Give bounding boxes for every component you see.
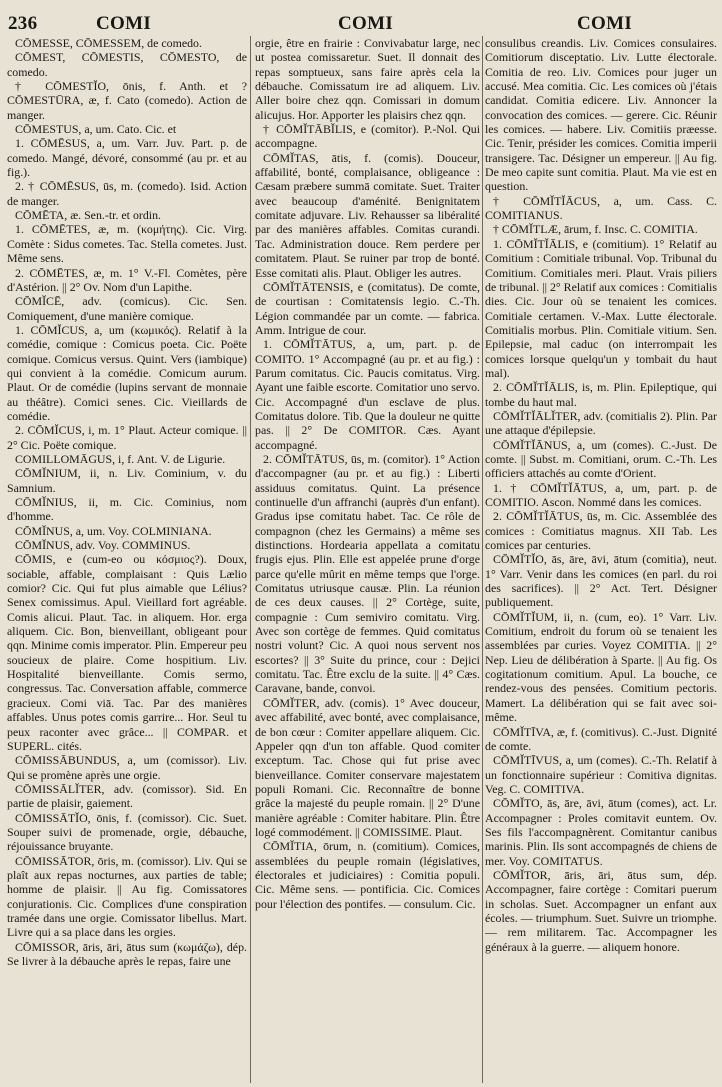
dictionary-entry: CŌMĬTAS, ātis, f. (comis). Douceur, affabilité, bonté, complaisance, obligeance : Cæsam præbere summā comitate. Suet. Traiter avec beaucoup d'aménité. Benignitatem comitate adjuvare. Liv. Rehausser sa libéralité par des manières affables. Comitas curandi. Tac. Administration douce. Rem perdere per comitatem. Plaut. Se ruiner par trop de bonté. Esse comitati alis. Plaut. Obliger les autres. [255,150,480,280]
dictionary-entry: 1. CŌMĬTĀTUS, a, um, part. p. de COMITO. 1° Accompagné (au pr. et au fig.) : Parum comitatus. Cic. Paucis comitatus. Virg. Ayant une faible escorte. Comitatior uno servo. Cic. Accompagné d'un esclave de plus. Comitatus dolore. Tib. Que la douleur ne quitte pas. || 2° De COMITOR. Cæs. Ayant accompagné. [255,337,480,452]
running-header [0,0,722,34]
dictionary-entry: CŌMISSĀLĬTER, adv. (comissor). Sid. En partie de plaisir, gaiement. [7,781,247,811]
dictionary-entry: CŌMEST, CŌMESTIS, CŌMESTO, de comedo. [7,50,247,79]
dictionary-entry: CŌMĬNIUS, ii, m. Cic. Cominius, nom d'homme. [7,495,247,524]
dictionary-entry: † CŌMĬTĬĀCUS, a, um. Cass. C. COMITIANUS. [485,193,717,223]
dictionary-entry: † CŌMĬTĀBĬLIS, e (comitor). P.-Nol. Qui accompagne. [255,122,480,151]
dictionary-entry: † CŌMESTĬO, ōnis, f. Anth. et ? CŌMESTŪRA, æ, f. Cato (comedo). Action de manger. [7,79,247,122]
dictionary-entry: 1. CŌMĒSUS, a, um. Varr. Juv. Part. p. de comedo. Mangé, dévoré, consommé (au pr. et au fig.). [7,136,247,180]
dictionary-entry: CŌMISSĀTOR, ōris, m. (comissor). Liv. Qui se plaît aux repas nocturnes, aux parties de table; homme de plaisir. || Au fig. Comissatores conjurationis. Cic. Complices d'une conspiration tramée dans une orgie. Comissator libellus. Mart. Livre qui a sa place dans les orgies. [7,853,247,940]
dictionary-entry: CŌMĬTER, adv. (comis). 1° Avec douceur, avec affabilité, avec bonté, avec complaisance, de bon cœur : Comiter appellare aliquem. Cic. Appeler qqn d'un ton affable. Quod comiter exceptum. Tac. Chose qui fut prise avec bienveillance. Comiter conservare majestatem populi Romani. Cic. Reconnaître de bonne grâce la majesté du peuple romain. || 2° D'une manière agréable : Comiter habitare. Plin. Être logé commodément. || COMISSIME. Plaut. [255,695,480,839]
column-divider-right [482,36,483,1083]
dictionary-entry: CŌMĬTĪVUS, a, um (comes). C.-Th. Relatif à un fonctionnaire supérieur : Comitiva dignitas. Veg. C. COMITIVA. [485,753,717,796]
dictionary-entry: CŌMĬTĬO, ās, āre, āvi, ātum (comitia), neut. 1° Varr. Venir dans les comices (en parl. du roi des sacrifices). || 2° Act. Tert. Désigner publiquement. [485,552,717,610]
dictionary-entry: CŌMĬTĬĀNUS, a, um (comes). C.-Just. De comte. || Subst. m. Comitiani, orum. C.-Th. Les officiers attachés au comte d'Orient. [485,437,717,481]
dictionary-entry: CŌMĬCĒ, adv. (comicus). Cic. Sen. Comiquement, d'une manière comique. [7,294,247,323]
dictionary-entry: CŌMĬNIUM, ii, n. Liv. Cominium, v. du Samnium. [7,466,247,495]
dictionary-entry: CŌMISSĀTĬO, ōnis, f. (comissor). Cic. Suet. Souper suivi de promenade, orgie, débauche, réjouissance bruyante. [7,810,247,854]
dictionary-entry: † CŌMĬTLÆ, ārum, f. Insc. C. COMITIA. [493,222,698,237]
dictionary-entry: 2. CŌMĬTĀTUS, ūs, m. (comitor). 1° Action d'accompagner (au pr. et au fig.) : Liberti assiduus comitatus. Quint. La présence continuelle d'un affranchi (auprès d'un enfant). Gradus ipse comitatu habet. Tac. Ce rôle de compagnon (chez les Germains) a même ses distinctions. Hordearia appellata a comitatu frugis ejus. Plin. Elle est appelée prune d'orge parce qu'elle mûrit en même temps que l'orge. Comitatus utriusque causæ. Plin. La réunion de ces deux causes. || 2° Cortège, suite, compagnie : Cum semiviro comitatu. Virg. Avec son cortège de femmes. Quid comitatus nostri volunt? Cic. A quoi nous servent nos escortes? || 3° Suite du prince, cour : Dejici comitatu. Tac. Être exclu de la suite. || 4° Cæs. Caravane, bande, convoi. [255,451,480,696]
dictionary-entry: 2. CŌMĬTĬĀTUS, ūs, m. Cic. Assemblée des comices : Comitiatus magnus. XII Tab. Les comices par centuries. [485,509,717,553]
page-number: 236 [8,13,38,34]
dictionary-entry: 2. CŌMĒTES, æ, m. 1° V.-Fl. Comètes, père d'Astérion. || 2° Ov. Nom d'un Lapithe. [7,265,247,294]
dictionary-entry: orgie, être en frairie : Convivabatur large, nec ut postea comissaretur. Suet. Il donnait des repas somptueux, sans faire après cela la débauche. Comissatum ire ad aliquem. Liv. Aller boire chez qqn. Comissari in domum alicujus. Hor. Apporter les plaisirs chez qqn. [255,36,480,122]
dictionary-entry: CŌMISSOR, āris, āri, ātus sum (κωμάζω), dép. Se livrer à la débauche après le repas, faire une [7,939,247,968]
column-left [7,36,247,1083]
running-head-center: COMI [338,13,394,34]
column-divider-left [250,36,251,1083]
dictionary-entry: CŌMIS, e (cum-eo ou κόσμιος?). Doux, sociable, affable, complaisant : Quis Lælio comior? Cic. Qui fut plus aimable que Lélius? Senex comissimus. Apul. Vieillard fort agréable. Comis alicui. Plaut. Tac. in aliquem. Hor. erga aliquem. Cic. Bon, bienveillant, obligeant pour qqn. Minime comis imperator. Plin. Empereur peu soucieux de plaire. Come hospitium. Liv. Hospitalité bienveillante. Comis sermo, congressus. Tac. Conversation affable, commerce gracieux. Comi viā. Tac. Par des manières affables. Unus potes comis garrire... Hor. Seul tu peux raconter avec grâce... || COMPAR. et SUPERL. cités. [7,552,247,753]
running-head-left: COMI [96,13,152,34]
dictionary-entry: CŌMESSE, CŌMESSEM, de comedo. [15,36,202,50]
column-right [485,36,717,1083]
dictionary-entry: CŌMĒTA, æ. Sen.-tr. et ordin. [15,208,162,223]
dictionary-entry: 2. CŌMĬTĬĀLIS, is, m. Plin. Epileptique, qui tombe du haut mal. [485,380,717,409]
dictionary-entry: CŌMĬTĀTENSIS, e (comitatus). De comte, de courtisan : Comitatensis legio. C.-Th. Légion commandée par un comte. — fabrica. Amm. Intrigue de cour. [255,279,480,337]
dictionary-entry: 1. † CŌMĬTĬĀTUS, a, um, part. p. de COMITIO. Ascon. Nommé dans les comices. [485,480,717,509]
column-middle [255,36,480,1083]
dictionary-entry: CŌMĬNUS, a, um. Voy. COLMINIANA. [15,523,212,538]
dictionary-entry: 1. CŌMĬCUS, a, um (κωμικός). Relatif à la comédie, comique : Comicus poeta. Cic. Poëte comique. Comicus versus. Quint. Vers (iambique) qui convient à la comédie. Comicum aurum. Plaut. Or de comédie (lupins servant de monnaie au théâtre). Comici senes. Cic. Vieillards de comédie. [7,322,247,423]
dictionary-entry: CŌMĬTIA, ōrum, n. (comitium). Comices, assemblées du peuple romain (législatives, électorales et judiciaires) : Comitia populi. Cic. Même sens. — pontificia. Cic. Comices pour l'élection des pontifes. — consulum. Cic. [255,839,480,911]
dictionary-entry: CŌMĬTO, ās, āre, āvi, ātum (comes), act. Lr. Accompagner : Proles comitavit euntem. Ov. Ses fils l'accompagnèrent. Comitantur canibus marinis. Plin. Ils sont accompagnés de chiens de mer. Voy. COMITATUS. [485,796,717,868]
dictionary-entry: 1. CŌMĒTES, æ, m. (κομήτης). Cic. Virg. Comète : Sidus cometes. Tac. Stella cometes. Just. Même sens. [7,222,247,266]
dictionary-entry: CŌMĬTĬĀLĬTER, adv. (comitialis 2). Plin. Par une attaque d'épilepsie. [485,408,717,438]
dictionary-entry: 2. CŌMĬCUS, i, m. 1° Plaut. Acteur comique. || 2° Cic. Poëte comique. [7,423,247,452]
running-head-right: COMI [577,13,633,34]
dictionary-entry: 1. CŌMĬTĬĀLIS, e (comitium). 1° Relatif au Comitium : Comitiale tribunal. Vop. Tribunal du Comitium. Comitiales meri. Plaut. Vrais piliers de tribunal. || 2° Relatif aux comices : Comitialis dies. Cic. Jour où se tenaient les comices. Comitiale certamen. V.-Max. Lutte électorale. Comitialis morbus. Plin. Comitiale vitium. Sen. Epilepsie, mal caduc (on interrompait les comices lorsque quelqu'un y tombait du haut mal). [485,236,717,380]
dictionary-entry: 2. † CŌMĒSUS, ūs, m. (comedo). Isid. Action de manger. [7,179,247,208]
dictionary-entry: CŌMESTUS, a, um. Cato. Cic. et [15,122,177,137]
dictionary-entry: COMILLOMĀGUS, i, f. Ant. V. de Ligurie. [15,451,226,466]
dictionary-entry: consulibus creandis. Liv. Comices consulaires. Comitiorum disceptatio. Liv. Lutte électorale. Comitia de reo. Liv. Comices pour juger un accusé. Mea comitia. Cic. Les comices où j'étais candidat. Comitia edicere. Liv. Annoncer la convocation des comices. — gerere. Cic. Réunir les comices. — habere. Liv. Comitiis præesse. Cic. Tenir, présider les comices. Comitia imperii transigere. Tac. Désigner un empereur. || Au fig. De meo capite sunt comitia. Plaut. Ma vie est en question. [485,36,717,194]
dictionary-entry: CŌMĬNUS, adv. Voy. COMMINUS. [15,538,191,553]
dictionary-entry: CŌMĬTĪVA, æ, f. (comitivus). C.-Just. Dignité de comte. [485,724,717,753]
dictionary-entry: CŌMĬTĬUM, ii, n. (cum, eo). 1° Varr. Liv. Comitium, endroit du forum où se tenaient les assemblées par curies. Voyez COMITIA. || 2° Nep. Lieu de délibération à Sparte. || Au fig. Os cogitationum comitium. Apul. La bouche, ce rendez-vous des pensées. Comitium pectoris. Mamert. La délibération qui se fait avec soi-même. [485,609,717,725]
dictionary-entry: CŌMĬTOR, āris, āri, ātus sum, dép. Accompagner, faire cortège : Comitari puerum in scholas. Suet. Accompagner un enfant aux écoles. — triumphum. Suet. Suivre un triomphe. — rem militarem. Tac. Accompagner les généraux à la guerre. — aliquem honore. [485,867,717,954]
dictionary-entry: CŌMISSĀBUNDUS, a, um (comissor). Liv. Qui se promène après une orgie. [7,753,247,782]
